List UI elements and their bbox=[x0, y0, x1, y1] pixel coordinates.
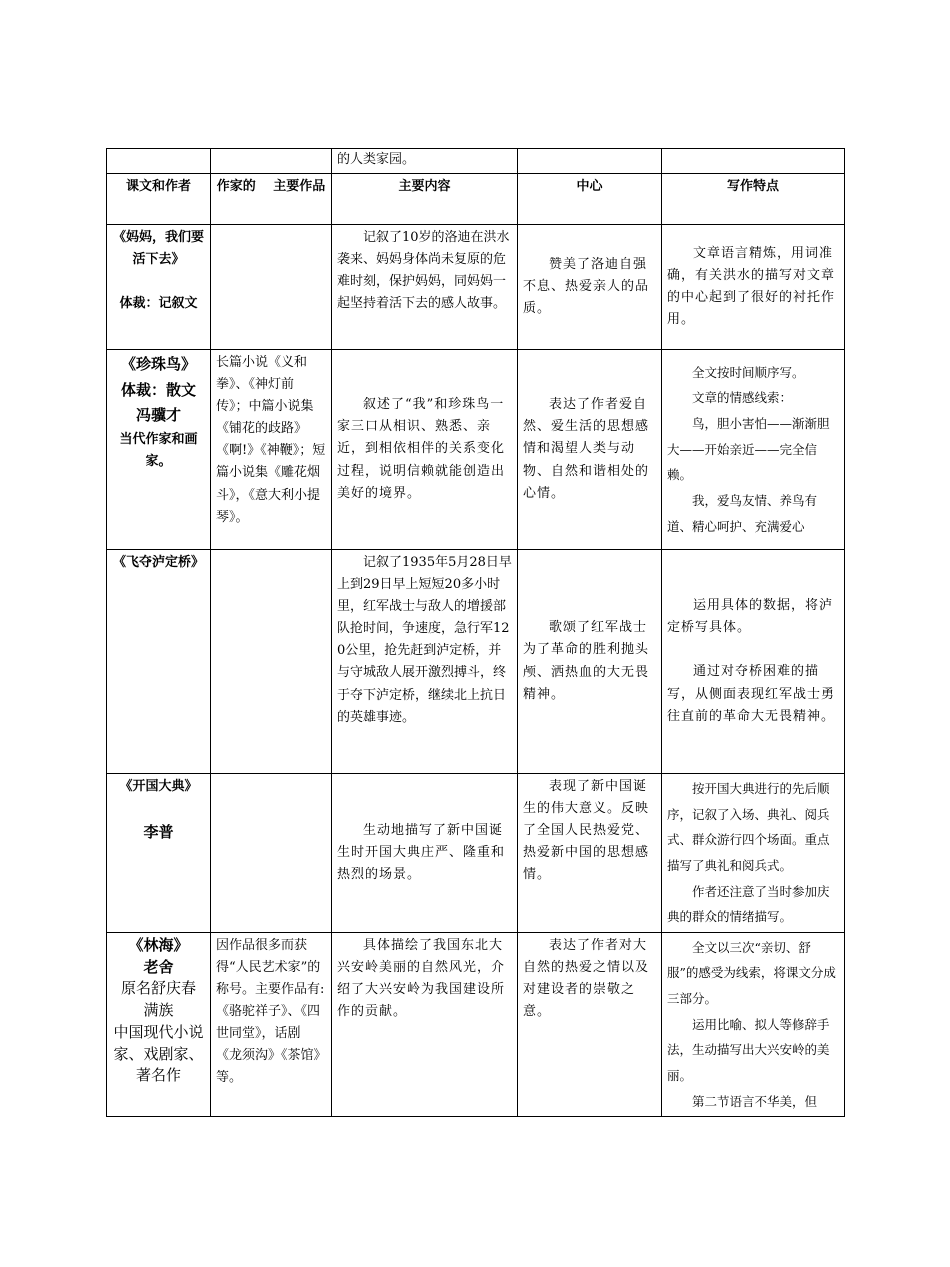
feature-text: 运用比喻、拟人等修辞手法，生动描写出大兴安岭的美丽。 bbox=[667, 1016, 830, 1083]
works-cell: 长篇小说《义和拳》、《神灯前传》；中篇小说集《铺花的歧路》《啊!》《神鞭》；短篇小说集《雕花烟斗》，《意大利小提琴》。 bbox=[211, 350, 332, 550]
feature-text: 我，爱鸟友情、养鸟有道、精心呵护、充满爱心 bbox=[667, 492, 818, 534]
center-cell: 表达了作者对大自然的热爱之情以及对建设者的崇敬之意。 bbox=[518, 932, 662, 1116]
features-cell bbox=[662, 550, 845, 774]
features-cell bbox=[662, 932, 845, 1116]
content-cell: 记叙了10岁的洛迪在洪水袭来、妈妈身体尚未复原的危难时刻，保护妈妈，同妈妈一起坚持着活下去的感人故事。 bbox=[332, 225, 518, 350]
lesson-title: 《飞夺泸定桥》 bbox=[112, 555, 204, 570]
features-cell bbox=[662, 350, 845, 550]
author-name: 李普 bbox=[143, 823, 174, 842]
content-cell: 记叙了1935年5月28日早上到29日早上短短20多小时里，红军战士与敌人的增援部队抢时间，争速度，急行军120公里，抢先赶到泸定桥，并与守城敌人展开激烈搏斗，终于夺下泸定桥，继续北上抗日的英雄事迹。 bbox=[332, 550, 518, 774]
header-center: 中心 bbox=[518, 174, 662, 225]
feature-text: 作者还注意了当时参加庆典的群众的情绪描写。 bbox=[667, 883, 830, 925]
genre-label: 体裁：记叙文 bbox=[119, 296, 198, 312]
table-row bbox=[107, 932, 845, 1116]
header-title-author: 课文和作者 bbox=[107, 174, 211, 225]
author-ethnicity: 满族 bbox=[143, 1001, 174, 1019]
author-name: 冯骥才 bbox=[135, 406, 181, 424]
feature-text: 全文以三次“亲切、舒服”的感受为线索，将课文分成三部分。 bbox=[667, 939, 836, 1006]
feature-text: 第二节语言不华美，但 bbox=[692, 1093, 818, 1109]
feature-text: 通过对夺桥困难的描写，从侧面表现红军战士勇往直前的革命大无畏精神。 bbox=[667, 664, 836, 724]
lesson-title: 《妈妈，我们要活下去》 bbox=[112, 230, 204, 268]
lesson-title: 《珍珠鸟》 bbox=[120, 355, 196, 373]
cell-empty bbox=[662, 149, 845, 174]
cell-empty bbox=[211, 149, 332, 174]
features-cell bbox=[662, 225, 845, 350]
summary-table bbox=[106, 148, 845, 1117]
feature-text: 全文按时间顺序写。 bbox=[692, 364, 805, 380]
header-content: 主要内容 bbox=[332, 174, 518, 225]
cell-empty bbox=[518, 149, 662, 174]
lesson-title: 《林海》 bbox=[128, 935, 189, 954]
center-cell: 歌颂了红军战士为了革命的胜利抛头颅、洒热血的大无畏精神。 bbox=[518, 550, 662, 774]
genre-label: 体裁：散文 bbox=[120, 380, 196, 399]
title-author-cell bbox=[107, 774, 211, 933]
table-row bbox=[107, 225, 845, 350]
title-author-cell bbox=[107, 225, 211, 350]
center-cell: 赞美了洛迪自强不息、热爱亲人的品质。 bbox=[518, 225, 662, 350]
table-row bbox=[107, 550, 845, 774]
table-row-continued bbox=[107, 149, 845, 174]
works-cell bbox=[211, 774, 332, 933]
works-cell bbox=[211, 550, 332, 774]
features-cell bbox=[662, 774, 845, 933]
content-cell: 叙述了“我”和珍珠鸟一家三口从相识、熟悉、亲近，到相依相伴的关系变化过程，说明信赖就能创造出美好的境界。 bbox=[332, 350, 518, 550]
center-cell: 表现了新中国诞生的伟大意义。反映了全国人民热爱党、热爱新中国的思想感情。 bbox=[518, 774, 662, 933]
title-author-cell bbox=[107, 932, 211, 1116]
feature-text: 鸟，胆小害怕——渐渐胆大——开始亲近——完全信赖。 bbox=[667, 416, 830, 483]
table-row bbox=[107, 774, 845, 933]
feature-text: 文章的情感线索： bbox=[692, 390, 793, 406]
author-name: 老舍 bbox=[143, 957, 174, 976]
author-intro: 中国现代小说家、戏剧家、著名作 bbox=[113, 1022, 204, 1085]
content-cell: 具体描绘了我国东北大兴安岭美丽的自然风光，介绍了大兴安岭为我国建设所作的贡献。 bbox=[332, 932, 518, 1116]
content-cell: 生动地描写了新中国诞生时开国大典庄严、隆重和热烈的场景。 bbox=[332, 774, 518, 933]
feature-text: 运用具体的数据，将泸定桥写具体。 bbox=[667, 598, 834, 636]
table-row bbox=[107, 350, 845, 550]
works-cell: 因作品很多而获得“人民艺术家”的称号。主要作品有:《骆驼祥子》、《四世同堂》，话剧《龙须沟》《茶馆》等。 bbox=[211, 932, 332, 1116]
works-cell bbox=[211, 225, 332, 350]
header-features: 写作特点 bbox=[662, 174, 845, 225]
author-intro: 当代作家和画家。 bbox=[119, 431, 198, 469]
center-cell: 表达了作者爱自然、爱生活的思想感情和渴望人类与动物、自然和谐相处的心情。 bbox=[518, 350, 662, 550]
title-author-cell bbox=[107, 550, 211, 774]
title-author-cell bbox=[107, 350, 211, 550]
content-text: 的人类家园。 bbox=[337, 152, 416, 167]
header-works: 作家的 主要作品 bbox=[211, 174, 332, 225]
lesson-title: 《开国大典》 bbox=[119, 779, 198, 794]
author-original-name: 原名舒庆春 bbox=[120, 979, 196, 998]
content-cell bbox=[332, 149, 518, 174]
cell-empty bbox=[107, 149, 211, 174]
feature-text: 按开国大典进行的先后顺序，记叙了入场、典礼、阅兵式、群众游行四个场面。重点描写了典礼和阅兵式。 bbox=[667, 781, 830, 873]
feature-text: 文章语言精炼，用词准确，有关洪水的描写对文章的中心起到了很好的衬托作用。 bbox=[667, 245, 836, 328]
header-row bbox=[107, 174, 845, 225]
